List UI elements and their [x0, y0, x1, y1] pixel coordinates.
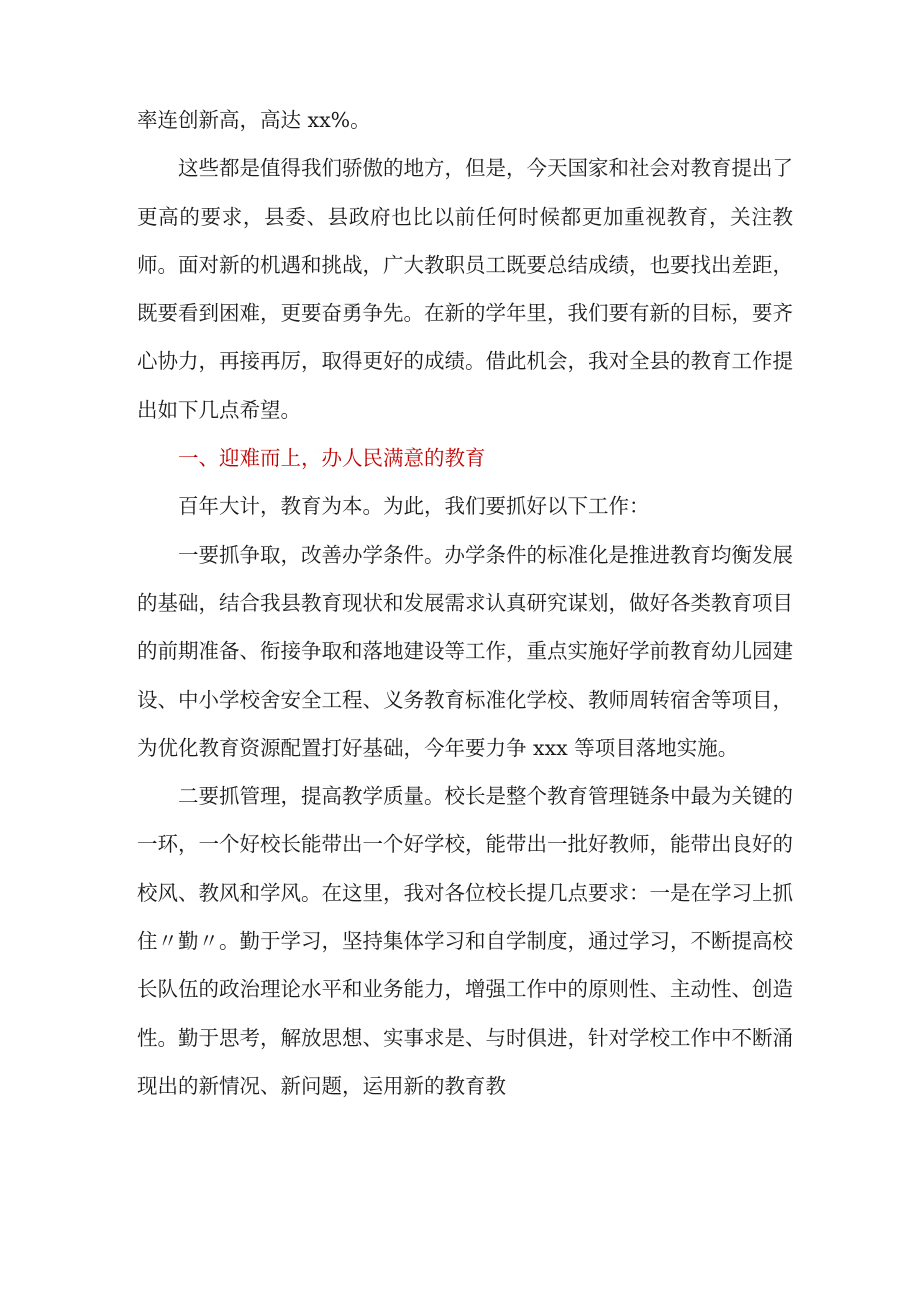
paragraph-continuation: 率连创新高，高达 xx%。: [137, 108, 371, 132]
section-heading: 一、迎难而上，办人民满意的教育: [178, 446, 486, 471]
paragraph-body: 百年大计，教育为本。为此，我们要抓好以下工作：: [178, 494, 650, 519]
paragraph-body: 一要抓争取，改善办学条件。办学条件的标准化是推进教育均衡发展的基础，结合我县教育现状和发展需求认真研究谋划，做好各类教育项目的前期准备、衔接争取和落地建设等工作，重点实施好学前教育幼儿园建设、中小学校舍安全工程、义务教育标准化学校、教师周转宿舍等项目，为优化教育资源配置打好基础，今年要力争 xxx 等项目落地实施。: [137, 542, 793, 760]
document-body: [137, 96, 793, 1110]
paragraph-body: 二要抓管理，提高教学质量。校长是整个教育管理链条中最为关键的一环，一个好校长能带出一个好学校，能带出一批好教师，能带出良好的校风、教风和学风。在这里，我对各位校长提几点要求：一是在学习上抓住〃勤〃。勤于学习，坚持集体学习和自学制度，通过学习，不断提高校长队伍的政治理论水平和业务能力，增强工作中的原则性、主动性、创造性。勤于思考，解放思想、实事求是、与时俱进，针对学校工作中不断涌现出的新情况、新问题，运用新的教育教: [137, 784, 793, 1098]
paragraph-body: 这些都是值得我们骄傲的地方，但是，今天国家和社会对教育提出了更高的要求，县委、县政府也比以前任何时候都更加重视教育，关注教师。面对新的机遇和挑战，广大教职员工既要总结成绩，也要找出差距，既要看到困难，更要奋勇争先。在新的学年里，我们要有新的目标，要齐心协力，再接再厉，取得更好的成绩。借此机会，我对全县的教育工作提出如下几点希望。: [137, 156, 793, 422]
